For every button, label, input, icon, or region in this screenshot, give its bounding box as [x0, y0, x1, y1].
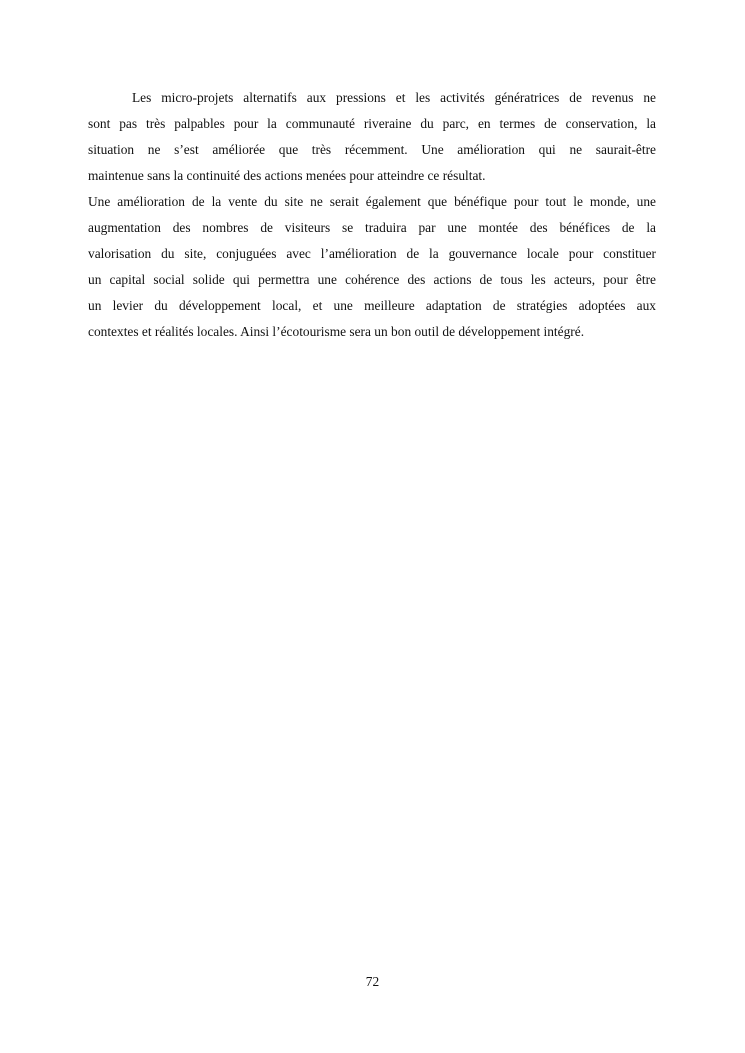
text-line: un capital social solide qui permettra une cohérence des actions de tous les acteurs, pour être — [88, 272, 656, 287]
paragraph — [88, 192, 656, 348]
text-line: Les micro-projets alternatifs aux pressions et les activités génératrices de revenus ne — [132, 90, 656, 105]
text-line: situation ne s’est améliorée que très récemment. Une amélioration qui ne saurait-être — [88, 142, 656, 157]
paragraph — [88, 88, 656, 192]
body-text — [88, 88, 656, 348]
text-line: sont pas très palpables pour la communauté riveraine du parc, en termes de conservation, la — [88, 116, 656, 131]
page-number: 72 — [365, 974, 380, 989]
text-line: Une amélioration de la vente du site ne serait également que bénéfique pour tout le monde, une — [88, 194, 656, 209]
text-line: maintenue sans la continuité des actions menées pour atteindre ce résultat. — [88, 168, 486, 183]
text-line: un levier du développement local, et une meilleure adaptation de stratégies adoptées aux — [88, 298, 656, 313]
text-line: augmentation des nombres de visiteurs se traduira par une montée des bénéfices de la — [88, 220, 656, 235]
text-line: contextes et réalités locales. Ainsi l’écotourisme sera un bon outil de développement intégré. — [88, 324, 585, 339]
text-line: valorisation du site, conjuguées avec l’amélioration de la gouvernance locale pour constituer — [88, 246, 656, 261]
